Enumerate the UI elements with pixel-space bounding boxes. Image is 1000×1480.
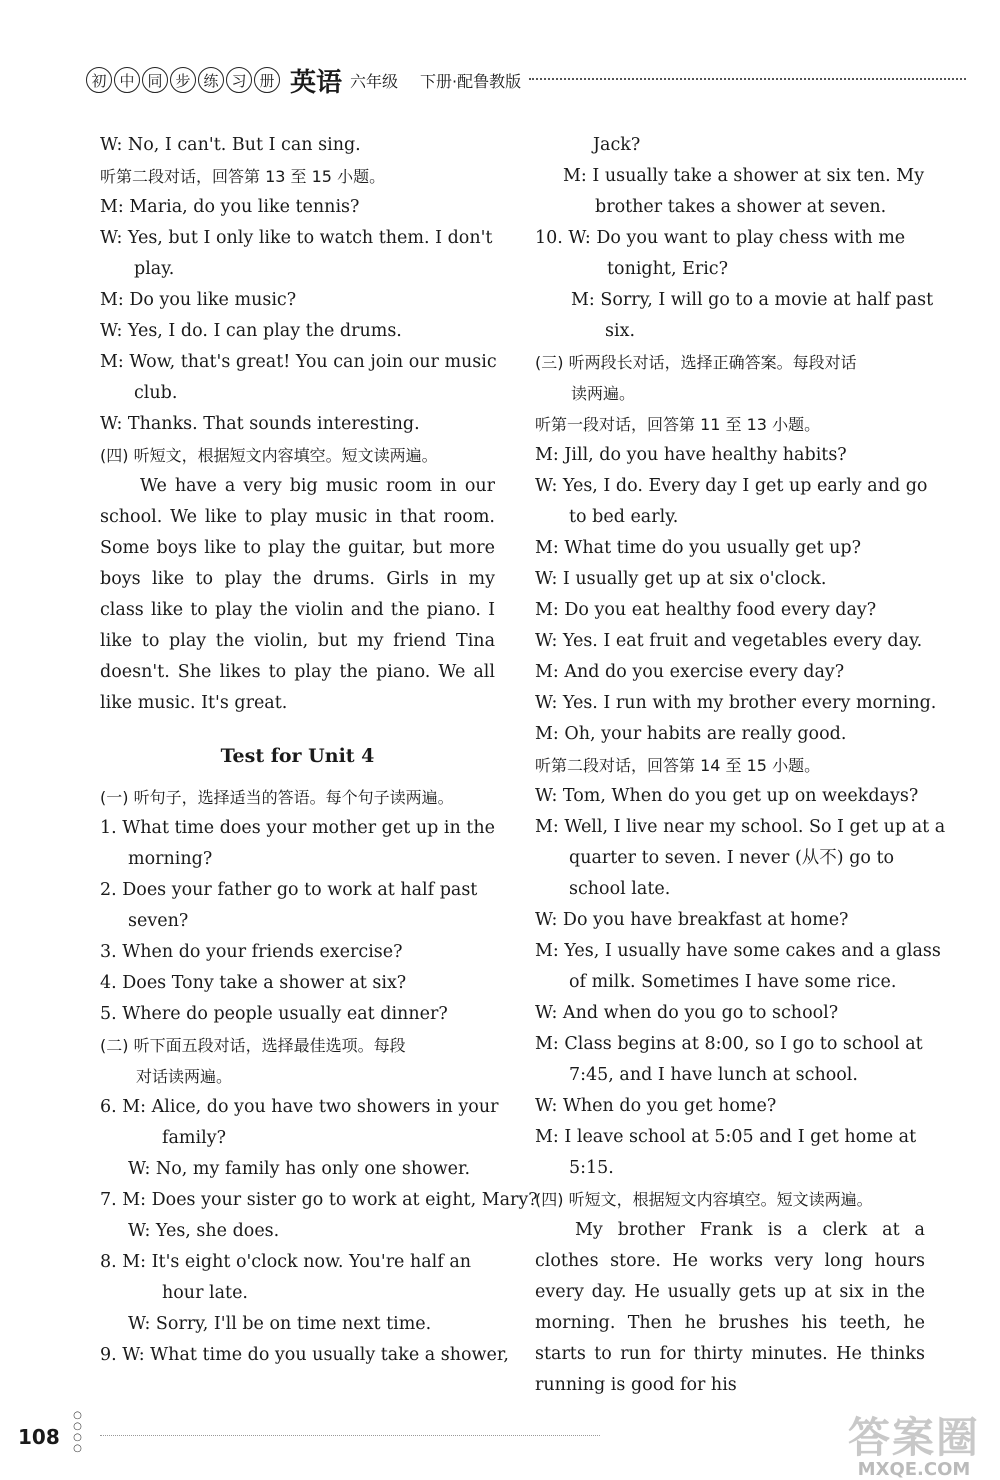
question-line-cont: hour late. [162, 1283, 248, 1303]
footer-tick-marks: ○○○○ [72, 1410, 83, 1454]
dialogue-line: W: Tom, When do you get up on weekdays? [535, 786, 919, 806]
section-instruction: (四) 听短文，根据短文内容填空。短文读两遍。 [100, 446, 438, 465]
section-instruction-cont: 读两遍。 [571, 384, 636, 403]
dialogue-line: M: Jill, do you have healthy habits? [535, 445, 847, 465]
passage-text: My brother Frank is a clerk at a clothes store. He works very long hours every day. He usually gets up at six in the morning. Then he brushes his teeth, he starts to run for thirty minutes. He thinks running is good for his [535, 1220, 925, 1395]
dialogue-line: M: I leave school at 5:05 and I get home at [535, 1127, 917, 1147]
question-line: 2. Does your father go to work at half past [100, 880, 478, 900]
dialogue-line: W: Yes, I do. Every day I get up early and go [535, 476, 928, 496]
question-line-cont: Jack? [593, 135, 641, 155]
question-line-cont: morning? [128, 849, 213, 869]
series-char: 步 [170, 67, 196, 93]
dialogue-line-cont: to bed early. [569, 507, 679, 527]
question-line-cont: W: No, my family has only one shower. [128, 1159, 471, 1179]
edition-label: 下册·配鲁教版 [420, 71, 522, 91]
series-char: 册 [254, 67, 280, 93]
section-instruction: (一) 听句子，选择适当的答语。每个句子读两遍。 [100, 788, 454, 807]
dialogue-line: W: Yes. I eat fruit and vegetables every day. [535, 631, 923, 651]
page-header [86, 62, 966, 98]
dialogue-line: M: What time do you usually get up? [535, 538, 861, 558]
question-line: 1. What time does your mother get up in the [100, 818, 495, 838]
dialogue-line: W: No, I can't. But I can sing. [100, 135, 361, 155]
grade-label: 六年级 [350, 71, 399, 91]
question-line-cont: M: I usually take a shower at six ten. My [563, 166, 925, 186]
question-line: 4. Does Tony take a shower at six? [100, 973, 407, 993]
question-line: 3. When do your friends exercise? [100, 942, 403, 962]
question-line: 6. M: Alice, do you have two showers in your [100, 1097, 499, 1117]
dialogue-line-cont: club. [134, 383, 178, 403]
section-instruction-cont: 对话读两遍。 [136, 1067, 233, 1086]
page-number: 108 [18, 1425, 60, 1449]
dialogue-line: M: Well, I live near my school. So I get up at a [535, 817, 946, 837]
section-instruction: (四) 听短文，根据短文内容填空。短文读两遍。 [535, 1190, 873, 1209]
dialogue-line: W: When do you get home? [535, 1096, 777, 1116]
series-char: 练 [198, 67, 224, 93]
watermark-text: 答案圈 [847, 1413, 980, 1462]
dialogue-line: M: Class begins at 8:00, so I go to school at [535, 1034, 923, 1054]
section-instruction: (三) 听两段长对话，选择正确答案。每段对话 [535, 353, 857, 372]
dialogue-line: M: Oh, your habits are really good. [535, 724, 847, 744]
question-line-cont: family? [162, 1128, 226, 1148]
dialogue-line: M: Do you eat healthy food every day? [535, 600, 877, 620]
series-char: 习 [226, 67, 252, 93]
section-instruction: 听第二段对话，回答第 14 至 15 小题。 [535, 756, 821, 775]
dialogue-line: M: Do you like music? [100, 290, 297, 310]
question-line: 5. Where do people usually eat dinner? [100, 1004, 448, 1024]
question-line-cont: tonight, Eric? [607, 259, 728, 279]
dialogue-line: M: Maria, do you like tennis? [100, 197, 360, 217]
passage-text: We have a very big music room in our school. We like to play music in that room. Some boys like to play the guitar, but more boys like to play the drums. Girls in my class like to play the violin and the piano. I like to play the violin, but my friend Tina doesn't. She likes to play the piano. We all like music. It's great. [100, 476, 495, 713]
right-column [535, 130, 946, 1401]
test-title: Test for Unit 4 [220, 745, 375, 767]
question-line-cont: W: Yes, she does. [128, 1221, 280, 1241]
question-line-cont: brother takes a shower at seven. [595, 197, 887, 217]
watermark-url: MXQE.COM [857, 1459, 971, 1480]
dialogue-line: M: Wow, that's great! You can join our music [100, 352, 497, 372]
dialogue-line: W: And when do you go to school? [535, 1003, 839, 1023]
question-line-cont: six. [605, 321, 636, 341]
section-instruction: (二) 听下面五段对话，选择最佳选项。每段 [100, 1036, 406, 1055]
subject-title: 英语 [290, 67, 343, 98]
question-line-cont: W: Sorry, I'll be on time next time. [128, 1314, 432, 1334]
dialogue-line-cont: 5:15. [569, 1158, 614, 1178]
dialogue-line-cont: 7:45, and I have lunch at school. [569, 1065, 858, 1085]
dialogue-line-cont: play. [134, 259, 175, 279]
dialogue-line: M: Yes, I usually have some cakes and a glass [535, 941, 941, 961]
series-char: 同 [142, 67, 168, 93]
section-instruction: 听第二段对话，回答第 13 至 15 小题。 [100, 167, 386, 186]
header-dotted-rule [529, 77, 966, 80]
dialogue-line: W: Do you have breakfast at home? [535, 910, 849, 930]
question-line: 9. W: What time do you usually take a shower, [100, 1345, 509, 1365]
dialogue-line-cont: of milk. Sometimes I have some rice. [569, 972, 897, 992]
dialogue-line: M: And do you exercise every day? [535, 662, 845, 682]
dialogue-line: W: Yes, I do. I can play the drums. [100, 321, 402, 341]
question-line: 10. W: Do you want to play chess with me [535, 228, 906, 248]
series-title [86, 67, 280, 93]
dialogue-line: W: Yes, but I only like to watch them. I don't [100, 228, 493, 248]
series-char: 初 [86, 67, 112, 93]
dialogue-line: W: I usually get up at six o'clock. [535, 569, 827, 589]
question-line: 8. M: It's eight o'clock now. You're half an [100, 1252, 472, 1272]
dialogue-line-cont: school late. [569, 879, 671, 899]
dialogue-line-cont: quarter to seven. I never (从不) go to [569, 848, 895, 868]
footer-divider [100, 1435, 600, 1436]
left-column [100, 130, 538, 1371]
section-instruction: 听第一段对话，回答第 11 至 13 小题。 [535, 415, 821, 434]
dialogue-line: W: Yes. I run with my brother every morning. [535, 693, 937, 713]
question-line: 7. M: Does your sister go to work at eight, Mary? [100, 1190, 538, 1210]
watermark-logo [848, 1405, 980, 1480]
question-line-cont: M: Sorry, I will go to a movie at half past [571, 290, 934, 310]
dialogue-line: W: Thanks. That sounds interesting. [100, 414, 420, 434]
question-line-cont: seven? [128, 911, 189, 931]
series-char: 中 [114, 67, 140, 93]
